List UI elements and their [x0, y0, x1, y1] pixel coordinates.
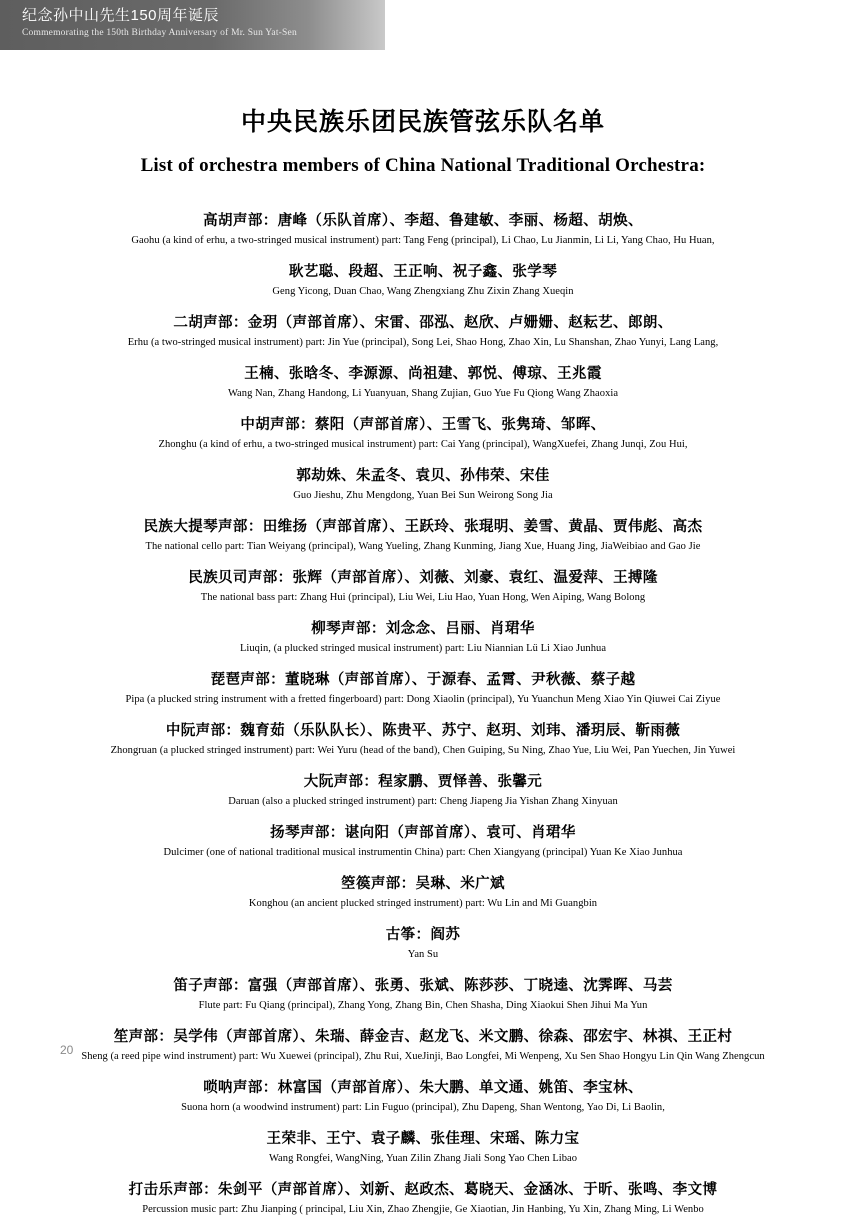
- section-line-cn: 民族大提琴声部：田维扬（声部首席）、王跃玲、张琨明、姜雪、黄晶、贾伟彪、高杰: [143, 518, 703, 535]
- section-entry: [60, 619, 786, 657]
- section-entry: [60, 415, 786, 453]
- section-entry: [60, 976, 786, 1014]
- page-title-en: List of orchestra members of China National Traditional Orchestra:: [140, 154, 706, 176]
- section-entry: [60, 772, 786, 810]
- section-entry: [60, 1129, 786, 1167]
- section-line-en: Daruan (also a plucked stringed instrument) part: Cheng Jiapeng Jia Yishan Zhang Xinyuan: [228, 795, 618, 807]
- section-line-en: Percussion music part: Zhu Jianping ( principal, Liu Xin, Zhao Zhengjie, Ge Xiaotian, Jin Hanbing, Yu Xin, Zhang Ming, Li Wenbo: [142, 1203, 704, 1215]
- page-number: 20: [60, 1043, 74, 1057]
- page-title-cn: 中央民族乐团民族管弦乐队名单: [240, 108, 605, 136]
- section-line-en: Geng Yicong, Duan Chao, Wang Zhengxiang Zhu Zixin Zhang Xueqin: [272, 285, 574, 297]
- section-line-cn: 箜篌声部：吴琳、米广斌: [341, 875, 505, 892]
- section-line-en: Pipa (a plucked string instrument with a fretted fingerboard) part: Dong Xiaolin (principal), Yu Yuanchun Meng Xiao Yin Qiuwei Cai Ziyue: [125, 693, 721, 705]
- section-entry: [60, 313, 786, 351]
- section-line-cn: 中阮声部：魏育茹（乐队队长）、陈贵平、苏宁、赵玥、刘玮、潘玥辰、靳雨薇: [165, 722, 681, 739]
- section-entry: [60, 364, 786, 402]
- section-line-en: Flute part: Fu Qiang (principal), Zhang Yong, Zhang Bin, Chen Shasha, Ding Xiaokui Shen Jihui Ma Yun: [198, 999, 648, 1011]
- orchestra-member-list: [0, 211, 846, 1218]
- section-entry: [60, 823, 786, 861]
- section-line-en: Liuqin, (a plucked stringed musical instrument) part: Liu Niannian Lü Li Xiao Junhua: [239, 642, 607, 654]
- section-line-cn: 王荣非、王宁、袁子麟、张佳理、宋瑶、陈力宝: [266, 1130, 580, 1147]
- section-line-cn: 打击乐声部：朱剑平（声部首席）、刘新、赵政杰、葛晓天、金涵冰、于昕、张鸣、李文博: [128, 1181, 718, 1198]
- section-line-en: Erhu (a two-stringed musical instrument) part: Jin Yue (principal), Song Lei, Shao Hong, Zhao Xin, Lu Shanshan, Zhao Yunyi, Lang Lang,: [127, 336, 719, 348]
- section-line-cn: 笛子声部：富强（声部首席）、张勇、张斌、陈莎莎、丁晓逵、沈霁晖、马芸: [173, 977, 673, 994]
- section-line-cn: 二胡声部：金玥（声部首席）、宋雷、邵泓、赵欣、卢姗姗、赵耘艺、郎朗、: [173, 314, 673, 331]
- section-entry: [60, 1180, 786, 1218]
- section-entry: [60, 517, 786, 555]
- section-line-en: Konghou (an ancient plucked stringed instrument) part: Wu Lin and Mi Guangbin: [248, 897, 598, 909]
- commemorative-banner: [0, 0, 385, 50]
- section-line-cn: 民族贝司声部：张辉（声部首席）、刘薇、刘豪、袁红、温爱萍、王搏隆: [188, 569, 658, 586]
- section-entry: [60, 568, 786, 606]
- section-line-cn: 琵琶声部：董晓琳（声部首席）、于源春、孟霄、尹秋薇、蔡子越: [210, 671, 636, 688]
- section-line-cn: 古筝：阎苏: [385, 926, 461, 943]
- section-line-en: Sheng (a reed pipe wind instrument) part: Wu Xuewei (principal), Zhu Rui, XueJinji, Bao Longfei, Mi Wenpeng, Xu Sen Shao Hongyu Lin Qin Wang Zhengcun: [81, 1050, 765, 1062]
- banner-title-en: Commemorating the 150th Birthday Anniversary of Mr. Sun Yat-Sen: [22, 28, 297, 38]
- section-entry: [60, 721, 786, 759]
- section-entry: [60, 211, 786, 249]
- section-entry: [60, 925, 786, 963]
- section-entry: [60, 670, 786, 708]
- section-entry: [60, 262, 786, 300]
- section-line-en: Zhongruan (a plucked stringed instrument) part: Wei Yuru (head of the band), Chen Guiping, Su Ning, Zhao Yue, Liu Wei, Pan Yuechen, Jin Yuwei: [110, 744, 736, 756]
- section-line-cn: 笙声部：吴学伟（声部首席）、朱瑞、薛金吉、赵龙飞、米文鹏、徐森、邵宏宇、林祺、王正村: [113, 1028, 733, 1045]
- section-line-en: Suona horn (a woodwind instrument) part: Lin Fuguo (principal), Zhu Dapeng, Shan Wentong, Yao Di, Li Baolin,: [181, 1101, 665, 1113]
- section-line-en: Yan Su: [407, 948, 439, 960]
- section-entry: [60, 874, 786, 912]
- banner-title-cn: 纪念孙中山先生150周年诞辰: [22, 7, 220, 24]
- section-line-cn: 高胡声部：唐峰（乐队首席）、李超、鲁建敏、李丽、杨超、胡焕、: [203, 212, 643, 229]
- section-line-cn: 大阮声部：程家鹏、贾怿善、张馨元: [303, 773, 543, 790]
- section-line-en: Guo Jieshu, Zhu Mengdong, Yuan Bei Sun Weirong Song Jia: [293, 489, 553, 501]
- section-line-en: Wang Rongfei, WangNing, Yuan Zilin Zhang Jiali Song Yao Chen Libao: [268, 1152, 578, 1164]
- section-line-en: The national cello part: Tian Weiyang (principal), Wang Yueling, Zhang Kunming, Jiang Xue, Huang Jing, JiaWeibiao and Gao Jie: [145, 540, 701, 552]
- section-line-en: Zhonghu (a kind of erhu, a two-stringed musical instrument) part: Cai Yang (principal), WangXuefei, Zhang Junqi, Zou Hui,: [158, 438, 688, 450]
- section-entry: [60, 1027, 786, 1065]
- section-line-cn: 唢呐声部：林富国（声部首席）、朱大鹏、单文通、姚笛、李宝林、: [203, 1079, 643, 1096]
- section-line-cn: 柳琴声部：刘念念、吕丽、肖珺华: [311, 620, 535, 637]
- section-line-en: The national bass part: Zhang Hui (principal), Liu Wei, Liu Hao, Yuan Hong, Wen Aiping, Wang Bolong: [200, 591, 646, 603]
- section-line-cn: 耿艺聪、段超、王正响、祝子鑫、张学琴: [288, 263, 558, 280]
- section-entry: [60, 466, 786, 504]
- section-line-en: Wang Nan, Zhang Handong, Li Yuanyuan, Shang Zujian, Guo Yue Fu Qiong Wang Zhaoxia: [227, 387, 619, 399]
- section-line-cn: 扬琴声部：谌向阳（声部首席）、袁可、肖珺华: [270, 824, 576, 841]
- section-line-en: Gaohu (a kind of erhu, a two-stringed musical instrument) part: Tang Feng (principal), Li Chao, Lu Jianmin, Li Li, Yang Chao, Hu Huan,: [131, 234, 715, 246]
- section-line-cn: 郭劫姝、朱孟冬、袁贝、孙伟荣、宋佳: [296, 467, 550, 484]
- section-line-cn: 中胡声部：蔡阳（声部首席）、王雪飞、张隽琦、邹晖、: [240, 416, 606, 433]
- section-line-cn: 王楠、张晗冬、李源源、尚祖建、郭悦、傅琼、王兆霞: [244, 365, 602, 382]
- section-line-en: Dulcimer (one of national traditional musical instrumentin China) part: Chen Xiangyang (principal) Yuan Ke Xiao Junhua: [163, 846, 683, 858]
- section-entry: [60, 1078, 786, 1116]
